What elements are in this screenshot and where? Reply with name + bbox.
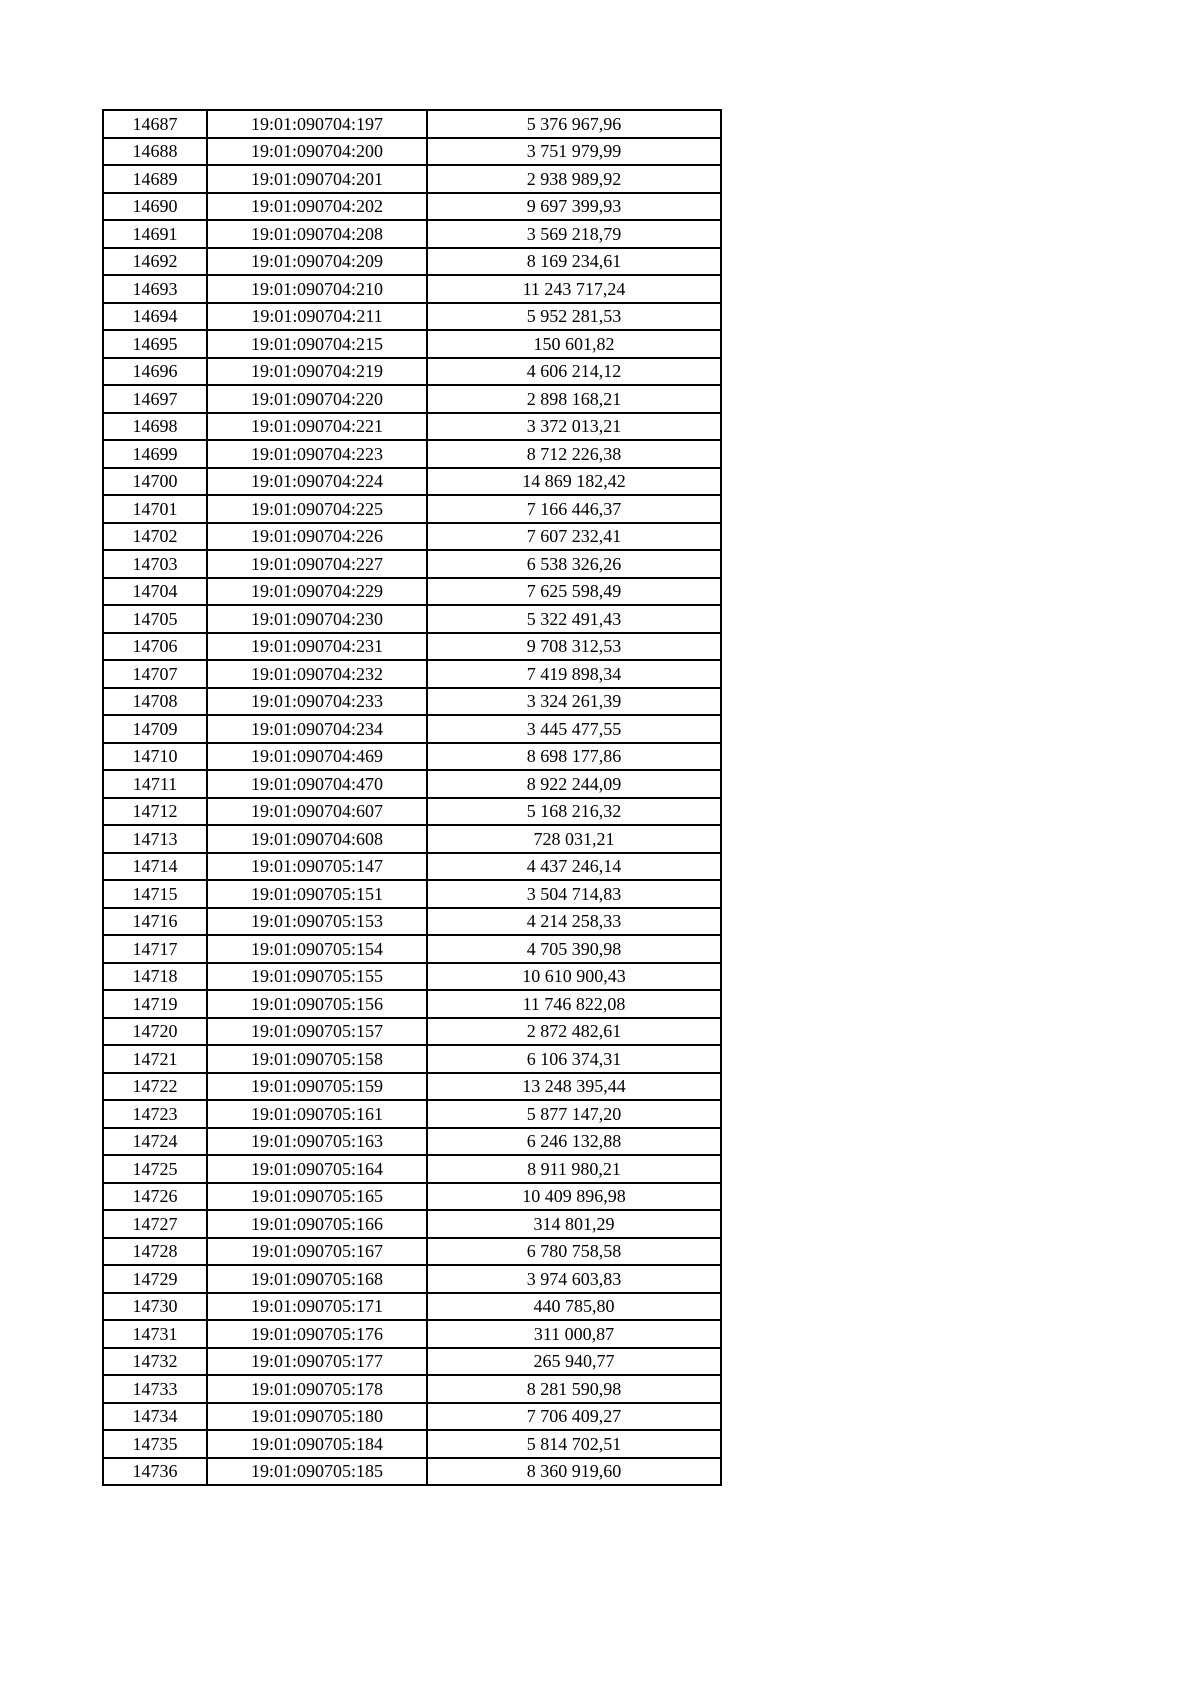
- table-row: [103, 1155, 721, 1183]
- cadastral-number-cell: 19:01:090704:225: [207, 495, 427, 523]
- table-row: [103, 963, 721, 991]
- cadastral-number-cell: 19:01:090705:159: [207, 1073, 427, 1101]
- cadastral-number-cell: 19:01:090704:202: [207, 193, 427, 221]
- cadastral-value-cell: 6 538 326,26: [427, 550, 721, 578]
- cadastral-value-cell: 5 322 491,43: [427, 605, 721, 633]
- cadastral-value-cell: 3 372 013,21: [427, 413, 721, 441]
- cadastral-number-cell: 19:01:090704:221: [207, 413, 427, 441]
- cadastral-value-cell: 5 376 967,96: [427, 110, 721, 138]
- row-number-cell: 14696: [103, 358, 207, 386]
- cadastral-number-cell: 19:01:090705:164: [207, 1155, 427, 1183]
- row-number-cell: 14714: [103, 853, 207, 881]
- row-number-cell: 14702: [103, 523, 207, 551]
- table-row: [103, 1238, 721, 1266]
- cadastral-value-cell: 7 607 232,41: [427, 523, 721, 551]
- cadastral-value-cell: 13 248 395,44: [427, 1073, 721, 1101]
- cadastral-number-cell: 19:01:090705:161: [207, 1100, 427, 1128]
- table-row: [103, 743, 721, 771]
- table-row: [103, 1348, 721, 1376]
- table-row: [103, 605, 721, 633]
- table-row: [103, 303, 721, 331]
- cadastral-value-cell: 10 610 900,43: [427, 963, 721, 991]
- table-row: [103, 1320, 721, 1348]
- row-number-cell: 14728: [103, 1238, 207, 1266]
- table-row: [103, 798, 721, 826]
- row-number-cell: 14721: [103, 1045, 207, 1073]
- row-number-cell: 14699: [103, 440, 207, 468]
- table-row: [103, 1293, 721, 1321]
- cadastral-value-cell: 6 780 758,58: [427, 1238, 721, 1266]
- row-number-cell: 14688: [103, 138, 207, 166]
- cadastral-value-cell: 7 419 898,34: [427, 660, 721, 688]
- table-row: [103, 110, 721, 138]
- table-row: [103, 1183, 721, 1211]
- row-number-cell: 14719: [103, 990, 207, 1018]
- row-number-cell: 14693: [103, 275, 207, 303]
- table-row: [103, 413, 721, 441]
- row-number-cell: 14724: [103, 1128, 207, 1156]
- table-body: [103, 110, 721, 1485]
- row-number-cell: 14703: [103, 550, 207, 578]
- row-number-cell: 14706: [103, 633, 207, 661]
- cadastral-number-cell: 19:01:090704:607: [207, 798, 427, 826]
- table-row: [103, 330, 721, 358]
- table-row: [103, 193, 721, 221]
- cadastral-number-cell: 19:01:090704:220: [207, 385, 427, 413]
- row-number-cell: 14697: [103, 385, 207, 413]
- table-row: [103, 138, 721, 166]
- cadastral-value-cell: 8 922 244,09: [427, 770, 721, 798]
- row-number-cell: 14726: [103, 1183, 207, 1211]
- cadastral-number-cell: 19:01:090705:163: [207, 1128, 427, 1156]
- cadastral-number-cell: 19:01:090705:184: [207, 1430, 427, 1458]
- table-row: [103, 248, 721, 276]
- table-row: [103, 358, 721, 386]
- cadastral-value-cell: 6 106 374,31: [427, 1045, 721, 1073]
- cadastral-number-cell: 19:01:090704:608: [207, 825, 427, 853]
- row-number-cell: 14727: [103, 1210, 207, 1238]
- cadastral-value-cell: 311 000,87: [427, 1320, 721, 1348]
- cadastral-value-cell: 5 877 147,20: [427, 1100, 721, 1128]
- table-row: [103, 1045, 721, 1073]
- cadastral-value-cell: 728 031,21: [427, 825, 721, 853]
- row-number-cell: 14720: [103, 1018, 207, 1046]
- cadastral-number-cell: 19:01:090704:208: [207, 220, 427, 248]
- cadastral-number-cell: 19:01:090704:234: [207, 715, 427, 743]
- table-row: [103, 1430, 721, 1458]
- cadastral-value-cell: 8 712 226,38: [427, 440, 721, 468]
- row-number-cell: 14708: [103, 688, 207, 716]
- cadastral-number-cell: 19:01:090705:166: [207, 1210, 427, 1238]
- cadastral-number-cell: 19:01:090704:219: [207, 358, 427, 386]
- cadastral-number-cell: 19:01:090705:165: [207, 1183, 427, 1211]
- table-row: [103, 990, 721, 1018]
- cadastral-number-cell: 19:01:090704:215: [207, 330, 427, 358]
- cadastral-value-cell: 10 409 896,98: [427, 1183, 721, 1211]
- cadastral-value-cell: 3 504 714,83: [427, 880, 721, 908]
- cadastral-number-cell: 19:01:090704:230: [207, 605, 427, 633]
- row-number-cell: 14729: [103, 1265, 207, 1293]
- row-number-cell: 14700: [103, 468, 207, 496]
- cadastral-number-cell: 19:01:090704:201: [207, 165, 427, 193]
- cadastral-value-cell: 314 801,29: [427, 1210, 721, 1238]
- table-row: [103, 468, 721, 496]
- row-number-cell: 14698: [103, 413, 207, 441]
- row-number-cell: 14707: [103, 660, 207, 688]
- table-row: [103, 633, 721, 661]
- cadastral-value-cell: 150 601,82: [427, 330, 721, 358]
- cadastral-number-cell: 19:01:090704:233: [207, 688, 427, 716]
- cadastral-value-cell: 5 952 281,53: [427, 303, 721, 331]
- table-row: [103, 1265, 721, 1293]
- cadastral-value-cell: 6 246 132,88: [427, 1128, 721, 1156]
- row-number-cell: 14692: [103, 248, 207, 276]
- cadastral-value-cell: 3 445 477,55: [427, 715, 721, 743]
- cadastral-value-cell: 2 938 989,92: [427, 165, 721, 193]
- table-row: [103, 1458, 721, 1486]
- cadastral-number-cell: 19:01:090705:155: [207, 963, 427, 991]
- table-row: [103, 578, 721, 606]
- cadastral-value-cell: 7 166 446,37: [427, 495, 721, 523]
- table-row: [103, 880, 721, 908]
- cadastral-value-table: [102, 109, 722, 1486]
- table-row: [103, 440, 721, 468]
- cadastral-value-cell: 4 214 258,33: [427, 908, 721, 936]
- row-number-cell: 14736: [103, 1458, 207, 1486]
- cadastral-value-cell: 3 324 261,39: [427, 688, 721, 716]
- cadastral-value-cell: 14 869 182,42: [427, 468, 721, 496]
- cadastral-number-cell: 19:01:090705:180: [207, 1403, 427, 1431]
- cadastral-number-cell: 19:01:090704:231: [207, 633, 427, 661]
- cadastral-number-cell: 19:01:090704:470: [207, 770, 427, 798]
- cadastral-number-cell: 19:01:090704:200: [207, 138, 427, 166]
- row-number-cell: 14705: [103, 605, 207, 633]
- cadastral-value-cell: 3 751 979,99: [427, 138, 721, 166]
- row-number-cell: 14687: [103, 110, 207, 138]
- row-number-cell: 14718: [103, 963, 207, 991]
- row-number-cell: 14733: [103, 1375, 207, 1403]
- cadastral-value-cell: 4 606 214,12: [427, 358, 721, 386]
- table-row: [103, 495, 721, 523]
- cadastral-value-cell: 3 569 218,79: [427, 220, 721, 248]
- row-number-cell: 14701: [103, 495, 207, 523]
- cadastral-number-cell: 19:01:090704:227: [207, 550, 427, 578]
- cadastral-number-cell: 19:01:090705:178: [207, 1375, 427, 1403]
- cadastral-value-cell: 265 940,77: [427, 1348, 721, 1376]
- cadastral-number-cell: 19:01:090705:147: [207, 853, 427, 881]
- cadastral-number-cell: 19:01:090704:226: [207, 523, 427, 551]
- cadastral-value-cell: 8 911 980,21: [427, 1155, 721, 1183]
- cadastral-number-cell: 19:01:090705:158: [207, 1045, 427, 1073]
- cadastral-number-cell: 19:01:090704:223: [207, 440, 427, 468]
- cadastral-number-cell: 19:01:090705:168: [207, 1265, 427, 1293]
- table-row: [103, 825, 721, 853]
- cadastral-value-cell: 8 698 177,86: [427, 743, 721, 771]
- row-number-cell: 14710: [103, 743, 207, 771]
- table-row: [103, 715, 721, 743]
- cadastral-number-cell: 19:01:090705:167: [207, 1238, 427, 1266]
- table-row: [103, 550, 721, 578]
- cadastral-number-cell: 19:01:090704:197: [207, 110, 427, 138]
- table-row: [103, 660, 721, 688]
- row-number-cell: 14695: [103, 330, 207, 358]
- row-number-cell: 14725: [103, 1155, 207, 1183]
- table-row: [103, 220, 721, 248]
- cadastral-value-cell: 4 705 390,98: [427, 935, 721, 963]
- cadastral-value-cell: 2 898 168,21: [427, 385, 721, 413]
- cadastral-number-cell: 19:01:090705:171: [207, 1293, 427, 1321]
- row-number-cell: 14715: [103, 880, 207, 908]
- cadastral-number-cell: 19:01:090705:177: [207, 1348, 427, 1376]
- table-row: [103, 908, 721, 936]
- cadastral-number-cell: 19:01:090704:469: [207, 743, 427, 771]
- cadastral-number-cell: 19:01:090705:153: [207, 908, 427, 936]
- row-number-cell: 14734: [103, 1403, 207, 1431]
- row-number-cell: 14732: [103, 1348, 207, 1376]
- row-number-cell: 14730: [103, 1293, 207, 1321]
- row-number-cell: 14723: [103, 1100, 207, 1128]
- table-row: [103, 1403, 721, 1431]
- row-number-cell: 14735: [103, 1430, 207, 1458]
- table-row: [103, 523, 721, 551]
- table-row: [103, 1100, 721, 1128]
- cadastral-number-cell: 19:01:090704:211: [207, 303, 427, 331]
- table-row: [103, 688, 721, 716]
- cadastral-value-cell: 5 814 702,51: [427, 1430, 721, 1458]
- table-row: [103, 385, 721, 413]
- table-row: [103, 1073, 721, 1101]
- cadastral-number-cell: 19:01:090705:176: [207, 1320, 427, 1348]
- table-row: [103, 275, 721, 303]
- row-number-cell: 14704: [103, 578, 207, 606]
- table-row: [103, 1018, 721, 1046]
- cadastral-value-cell: 8 360 919,60: [427, 1458, 721, 1486]
- cadastral-value-cell: 440 785,80: [427, 1293, 721, 1321]
- cadastral-number-cell: 19:01:090705:156: [207, 990, 427, 1018]
- cadastral-value-cell: 5 168 216,32: [427, 798, 721, 826]
- cadastral-number-cell: 19:01:090705:151: [207, 880, 427, 908]
- table-row: [103, 770, 721, 798]
- table-row: [103, 935, 721, 963]
- cadastral-value-cell: 11 243 717,24: [427, 275, 721, 303]
- cadastral-value-cell: 9 708 312,53: [427, 633, 721, 661]
- cadastral-value-cell: 3 974 603,83: [427, 1265, 721, 1293]
- row-number-cell: 14713: [103, 825, 207, 853]
- cadastral-number-cell: 19:01:090705:157: [207, 1018, 427, 1046]
- row-number-cell: 14731: [103, 1320, 207, 1348]
- row-number-cell: 14716: [103, 908, 207, 936]
- row-number-cell: 14722: [103, 1073, 207, 1101]
- table-row: [103, 1210, 721, 1238]
- cadastral-value-cell: 9 697 399,93: [427, 193, 721, 221]
- row-number-cell: 14689: [103, 165, 207, 193]
- table-row: [103, 165, 721, 193]
- cadastral-number-cell: 19:01:090704:229: [207, 578, 427, 606]
- cadastral-number-cell: 19:01:090704:232: [207, 660, 427, 688]
- cadastral-value-cell: 7 706 409,27: [427, 1403, 721, 1431]
- cadastral-value-cell: 7 625 598,49: [427, 578, 721, 606]
- row-number-cell: 14709: [103, 715, 207, 743]
- cadastral-value-cell: 4 437 246,14: [427, 853, 721, 881]
- cadastral-value-cell: 11 746 822,08: [427, 990, 721, 1018]
- table-row: [103, 1128, 721, 1156]
- cadastral-value-cell: 2 872 482,61: [427, 1018, 721, 1046]
- cadastral-number-cell: 19:01:090704:224: [207, 468, 427, 496]
- cadastral-value-cell: 8 169 234,61: [427, 248, 721, 276]
- table-row: [103, 853, 721, 881]
- table-row: [103, 1375, 721, 1403]
- row-number-cell: 14690: [103, 193, 207, 221]
- cadastral-number-cell: 19:01:090704:210: [207, 275, 427, 303]
- row-number-cell: 14717: [103, 935, 207, 963]
- row-number-cell: 14711: [103, 770, 207, 798]
- row-number-cell: 14691: [103, 220, 207, 248]
- cadastral-number-cell: 19:01:090704:209: [207, 248, 427, 276]
- row-number-cell: 14694: [103, 303, 207, 331]
- cadastral-value-cell: 8 281 590,98: [427, 1375, 721, 1403]
- row-number-cell: 14712: [103, 798, 207, 826]
- cadastral-number-cell: 19:01:090705:154: [207, 935, 427, 963]
- cadastral-number-cell: 19:01:090705:185: [207, 1458, 427, 1486]
